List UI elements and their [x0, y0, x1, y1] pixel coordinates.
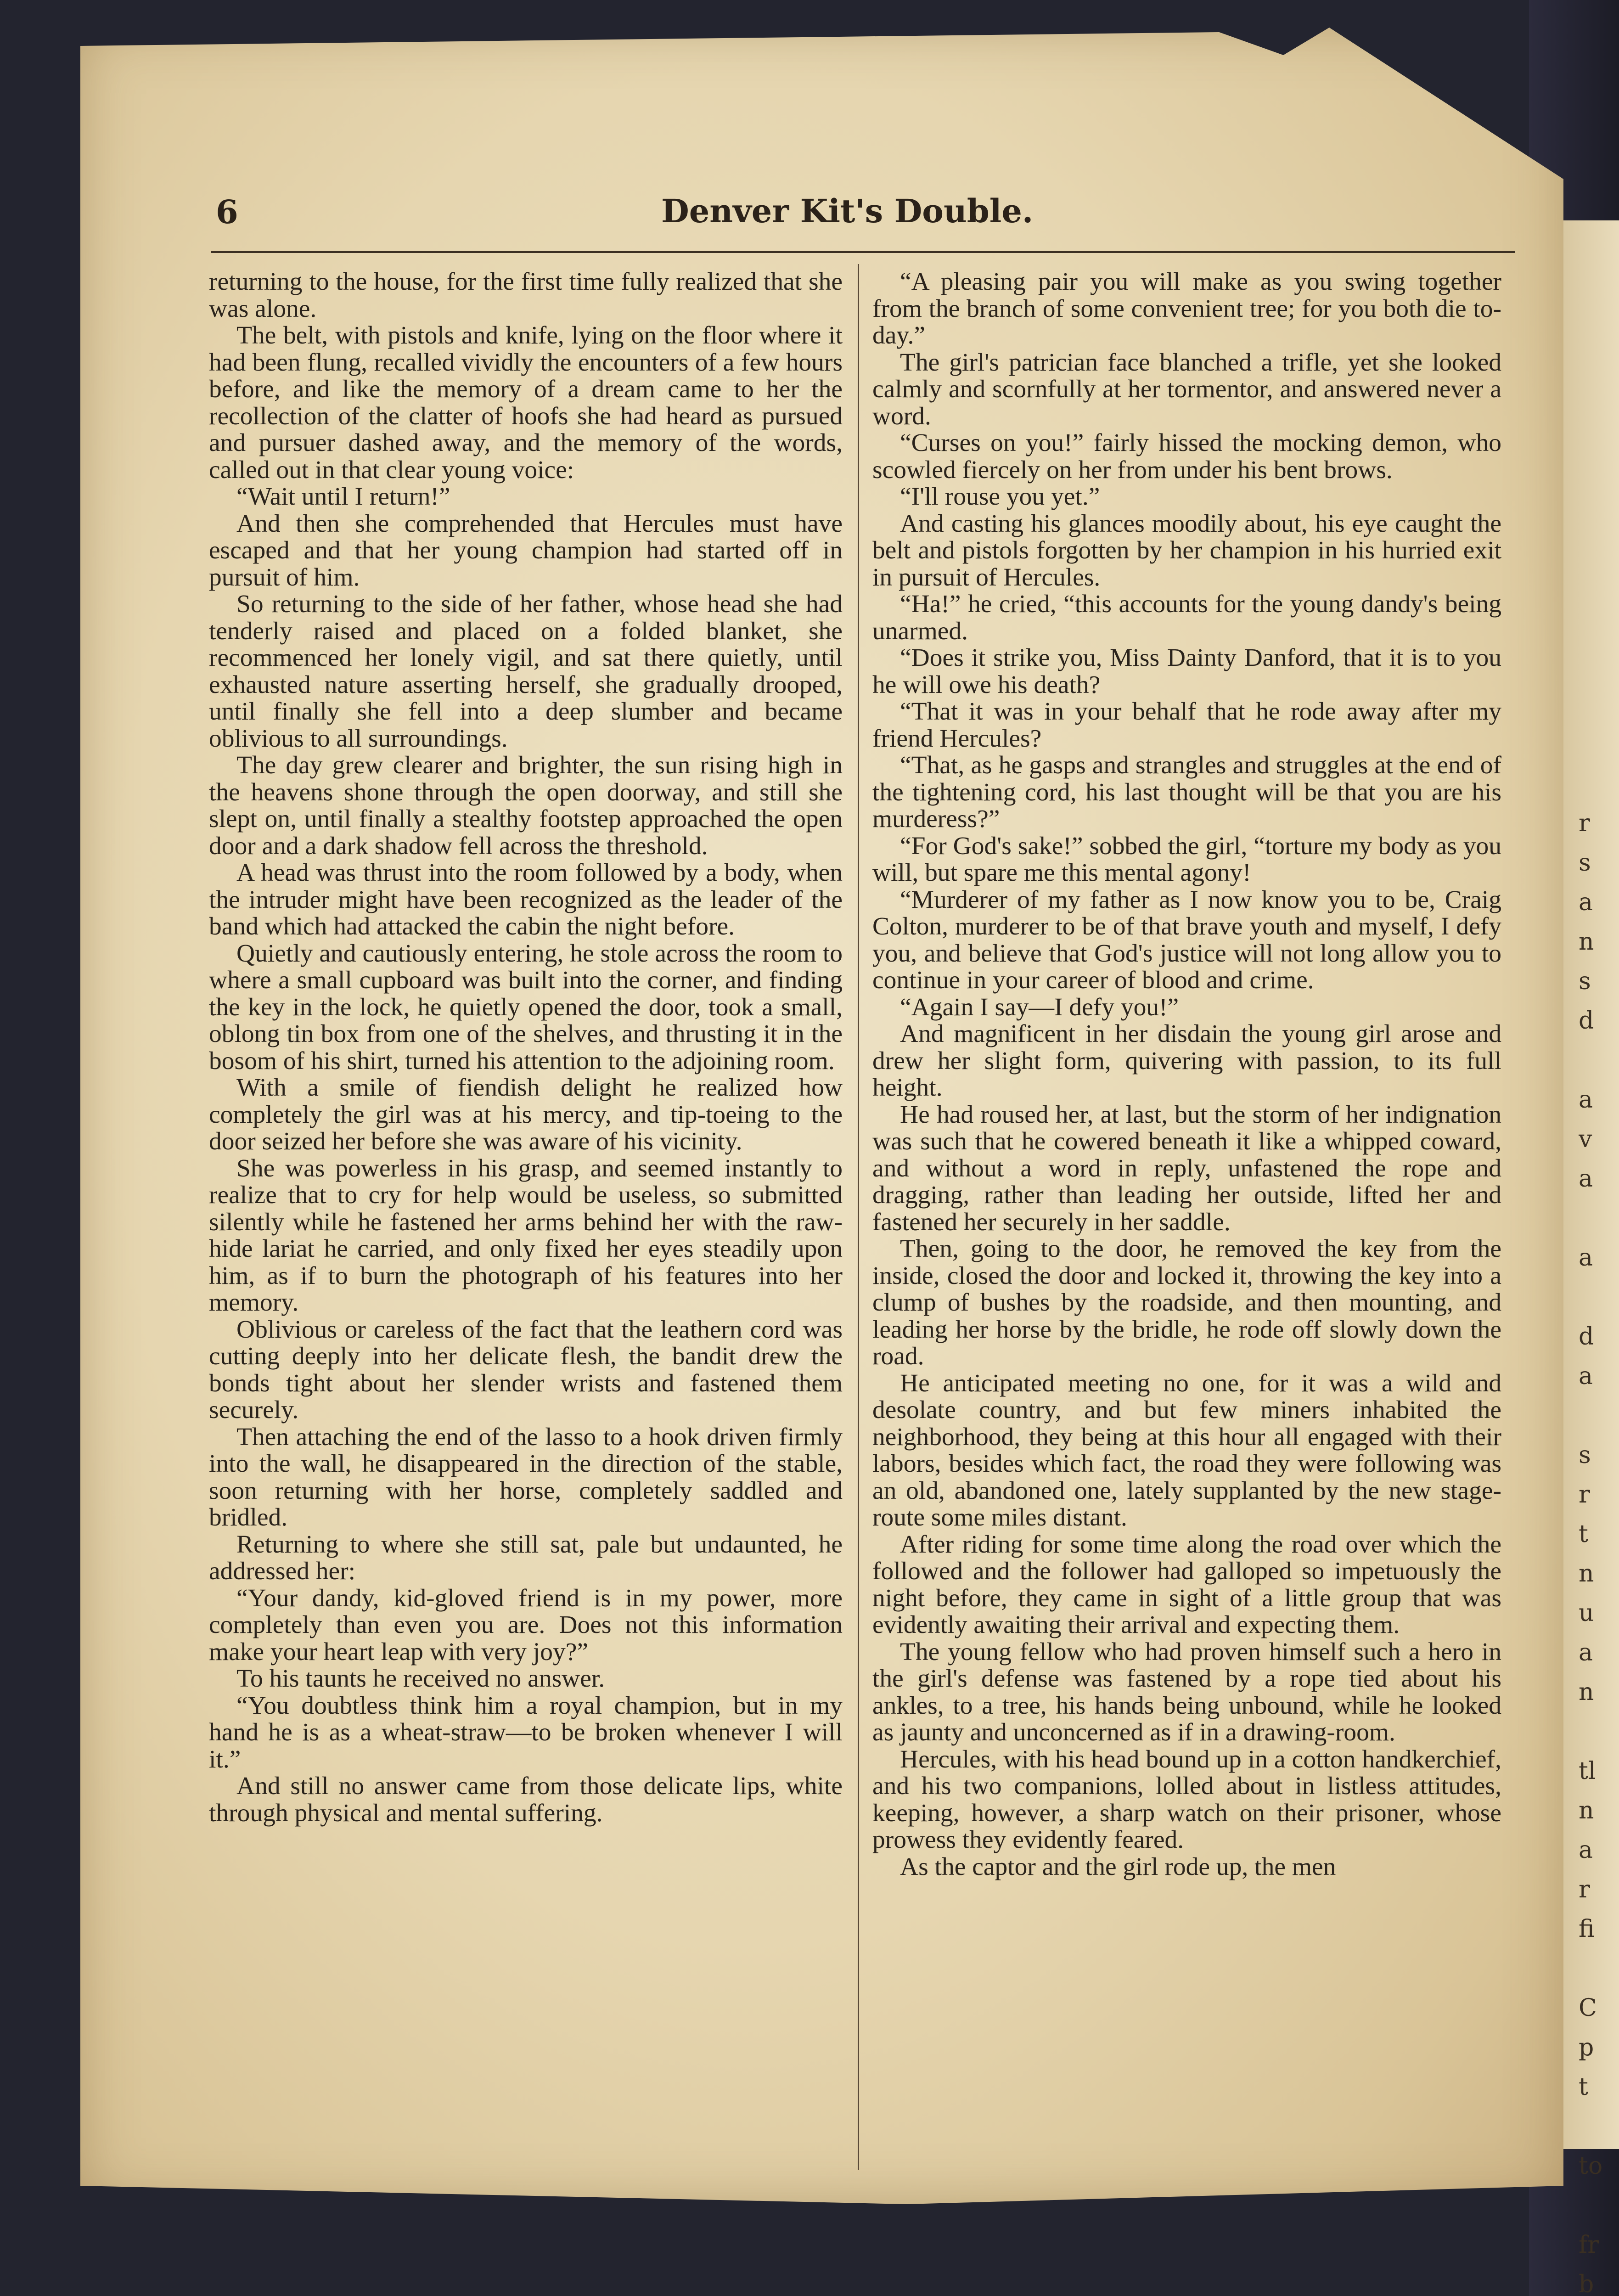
- fragment: [1579, 1277, 1619, 1317]
- paragraph: “Curses on you!” fairly hissed the mocking demon, who scowled fiercely on her from under his bent brows.: [872, 429, 1501, 484]
- fragment: a: [1579, 1165, 1593, 1193]
- fragment: [1579, 2107, 1619, 2146]
- fragment: tl: [1579, 1757, 1596, 1785]
- fragment: a: [1579, 1244, 1593, 1272]
- fragment: n: [1579, 1797, 1594, 1824]
- right-text-column: [872, 269, 1501, 1880]
- paragraph: “Again I say—I defy you!”: [900, 993, 1179, 1021]
- paragraph: returning to the house, for the first time fully realized that she was alone.: [209, 268, 843, 323]
- paragraph: And then she comprehended that Hercules must have escaped and that her young champion had started off in pursuit of him.: [209, 509, 843, 591]
- running-title: Denver Kit's Double.: [661, 192, 1034, 230]
- left-text-column: [209, 269, 843, 1827]
- paragraph: And magnificent in her disdain the young girl arose and drew her slight form, quivering with passion, to its full height.: [872, 1020, 1501, 1102]
- fragment: [1579, 1041, 1619, 1080]
- paragraph: The girl's patrician face blanched a trifle, yet she looked calmly and scornfully at her tormentor, and answered never a word.: [872, 348, 1501, 430]
- fragment: n: [1579, 928, 1594, 956]
- fragment: v: [1579, 1125, 1592, 1153]
- paragraph: “Does it strike you, Miss Dainty Danford, that it is to you he will owe his death?: [872, 644, 1501, 699]
- fragment: r: [1579, 810, 1590, 837]
- fragment: s: [1579, 1441, 1591, 1469]
- fragment: a: [1579, 1836, 1593, 1864]
- paragraph: “A pleasing pair you will make as you swing together from the branch of some convenient tree; for you both die to-day.”: [872, 268, 1501, 349]
- paragraph: “Murderer of my father as I now know you to be, Craig Colton, murderer to be of that brave youth and myself, I defy you, and believe that God's justice will not long allow you to continue in your career of blood and crime.: [872, 885, 1501, 994]
- fragment: a: [1579, 1086, 1593, 1114]
- fragment: fr: [1579, 2231, 1599, 2259]
- fragment: [1579, 1949, 1619, 1988]
- paragraph: Quietly and cautiously entering, he stole across the room to where a small cupboard was built into the corner, and finding the key in the lock, he quietly opened the door, took a small, oblong tin box from one of the shelves, and thrusting it in the bosom of his shirt, turned his attention to the adjoining room.: [209, 939, 843, 1075]
- adjacent-page-text-fragments: [1579, 804, 1619, 2296]
- paragraph: The day grew clearer and brighter, the sun rising high in the heavens shone through the open doorway, and still she slept on, until finally a stealthy footstep approached the open door and a dark shadow fell across the threshold.: [209, 751, 843, 860]
- header-rule: [211, 251, 1515, 253]
- fragment: a: [1579, 1362, 1593, 1390]
- paragraph: Hercules, with his head bound up in a cotton handkerchief, and his two companions, lolled about in listless attitudes, keeping, however, a sharp watch on their prisoner, whose prowess they evidently feared.: [872, 1745, 1501, 1854]
- paragraph: As the captor and the girl rode up, the men: [900, 1852, 1336, 1881]
- paragraph: Oblivious or careless of the fact that the leathern cord was cutting deeply into her delicate flesh, the bandit drew the bonds tight about her slender wrists and fastened them securely.: [209, 1315, 843, 1424]
- paragraph: She was powerless in his grasp, and seemed instantly to realize that to cry for help would be useless, so submitted silently while he fastened her arms behind her with the raw-hide lariat he carried, and only fixed her eyes steadily upon him, as if to burn the photograph of his features into her memory.: [209, 1154, 843, 1317]
- fragment: t: [1579, 1520, 1588, 1548]
- paragraph: After riding for some time along the road over which the followed and the follower had galloped so impetuously the night before, they came in sight of a little group that was evidently awaiting their arrival and expecting them.: [872, 1530, 1501, 1639]
- paragraph: Then, going to the door, he removed the key from the inside, closed the door and locked it, throwing the key into a clump of bushes by the roadside, and then mounting, and leading her horse by the bridle, he rode off slowly down the road.: [872, 1235, 1501, 1370]
- paragraph: A head was thrust into the room followed by a body, when the intruder might have been recognized as the leader of the band which had attacked the cabin the night before.: [209, 859, 843, 940]
- fragment: r: [1579, 1481, 1590, 1508]
- paragraph: “Wait until I return!”: [236, 483, 450, 511]
- fragment: s: [1579, 968, 1591, 995]
- paragraph: Returning to where she still sat, pale but undaunted, he addressed her:: [209, 1530, 843, 1585]
- paragraph: “Ha!” he cried, “this accounts for the young dandy's being unarmed.: [872, 590, 1501, 645]
- paragraph: With a smile of fiendish delight he realized how completely the girl was at his mercy, and tip-toeing to the door seized her before she was aware of his vicinity.: [209, 1074, 843, 1155]
- fragment: d: [1579, 1007, 1594, 1035]
- fragment: r: [1579, 1876, 1590, 1903]
- paragraph: And still no answer came from those delicate lips, white through physical and mental suffering.: [209, 1772, 843, 1827]
- fragment: n: [1579, 1678, 1594, 1706]
- fragment: a: [1579, 1639, 1593, 1666]
- fragment: [1579, 2186, 1619, 2225]
- paragraph: So returning to the side of her father, whose head she had tenderly raised and placed on a folded blanket, she recommenced her lonely vigil, and sat there quietly, until exhausted nature asserting herself, she gradually drooped, until finally she fell into a deep slumber and became oblivious to all surroundings.: [209, 590, 843, 753]
- paragraph: The young fellow who had proven himself such a hero in the girl's defense was fastened by a rope tied about his ankles, to a tree, his hands being unbound, while he looked as jaunty and unconcerned as if in a drawing-room.: [872, 1638, 1501, 1746]
- paragraph: He had roused her, at last, but the storm of her indignation was such that he cowered beneath it like a whipped coward, and without a word in reply, unfastened the rope and dragging, rather than leading her outside, lifted her and fastened her securely in her saddle.: [872, 1100, 1501, 1236]
- fragment: s: [1579, 849, 1591, 877]
- fragment: [1579, 1396, 1619, 1435]
- fragment: a: [1579, 889, 1593, 916]
- fragment: t: [1579, 2073, 1588, 2101]
- paragraph: He anticipated meeting no one, for it was a wild and desolate country, and but few miners inhabited the neighborhood, they being at this hour all engaged with their labors, besides which fact, the road they were following was an old, abandoned one, lately supplanted by the new stage-route some miles distant.: [872, 1369, 1501, 1531]
- paragraph: “That it was in your behalf that he rode away after my friend Hercules?: [872, 698, 1501, 753]
- fragment: [1579, 1712, 1619, 1751]
- paragraph: “For God's sake!” sobbed the girl, “torture my body as you will, but spare me this mental agony!: [872, 832, 1501, 887]
- paragraph: To his taunts he received no answer.: [236, 1665, 605, 1693]
- paragraph: Then attaching the end of the lasso to a hook driven firmly into the wall, he disappeared in the direction of the stable, soon returning with her horse, completely saddled and bridled.: [209, 1423, 843, 1531]
- column-divider: [858, 264, 859, 2170]
- paragraph: The belt, with pistols and knife, lying on the floor where it had been flung, recalled vividly the encounters of a few hours before, and like the memory of a dream came to her the recollection of the clatter of hoofs she had heard as pursued and pursuer dashed away, and the memory of the words, called out in that clear young voice:: [209, 321, 843, 484]
- fragment: C: [1579, 1994, 1597, 2022]
- fragment: p: [1579, 2034, 1594, 2061]
- paragraph: “That, as he gasps and strangles and struggles at the end of the tightening cord, his last thought will be that you are his murderess?”: [872, 751, 1501, 833]
- paragraph: “I'll rouse you yet.”: [900, 483, 1100, 511]
- paragraph: “You doubtless think him a royal champion, but in my hand he is as a wheat-straw—to be broken whenever I will it.”: [209, 1691, 843, 1773]
- paragraph: And casting his glances moodily about, his eye caught the belt and pistols forgotten by her champion in his hurried exit in pursuit of Hercules.: [872, 509, 1501, 591]
- fragment: to: [1579, 2152, 1603, 2180]
- fragment: fi: [1579, 1915, 1595, 1943]
- paragraph: “Your dandy, kid-gloved friend is in my power, more completely than even you are. Does not this information make your heart leap with very joy?”: [209, 1584, 843, 1666]
- fragment: d: [1579, 1323, 1594, 1351]
- fragment: n: [1579, 1560, 1594, 1587]
- fragment: b: [1579, 2271, 1594, 2296]
- fragment: u: [1579, 1599, 1594, 1627]
- fragment: [1579, 1199, 1619, 1238]
- page-number: 6: [216, 193, 238, 231]
